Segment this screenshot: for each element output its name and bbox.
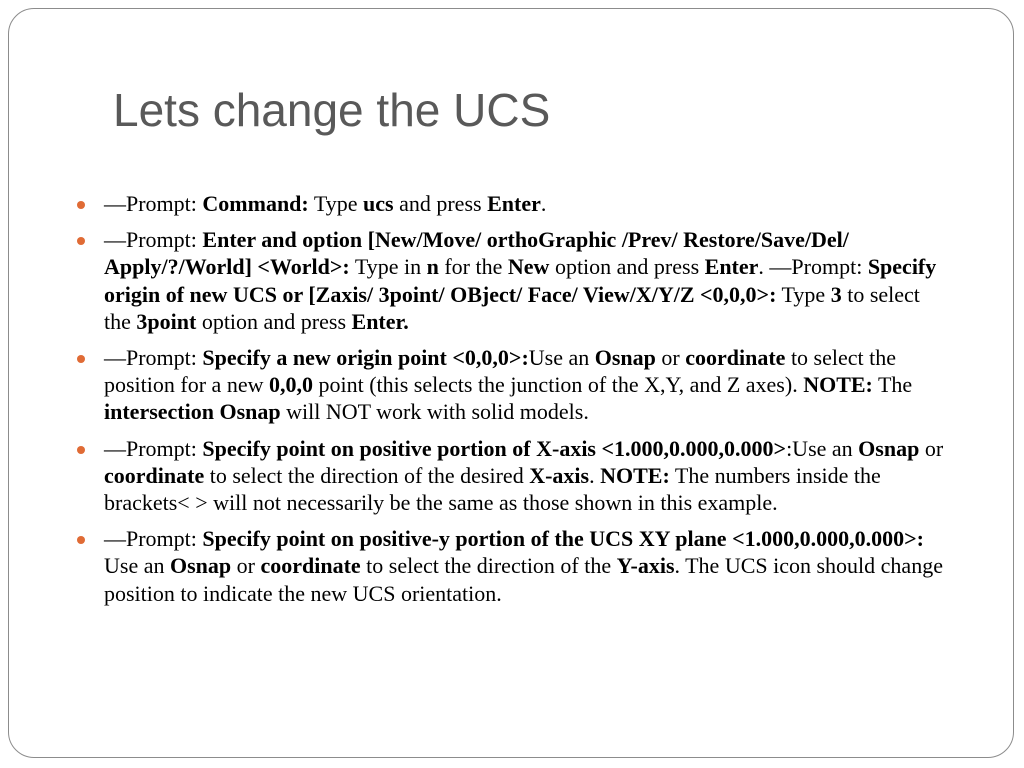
- body-text: option and press: [196, 308, 352, 334]
- bold-text: Osnap: [594, 345, 656, 371]
- bold-text: Osnap: [169, 553, 232, 579]
- bullet-list: [77, 190, 947, 616]
- bold-text: Enter: [704, 254, 759, 280]
- bold-text: NOTE:: [600, 462, 670, 488]
- bold-text: n: [426, 254, 439, 280]
- body-text: —Prompt:: [104, 345, 203, 371]
- bold-text: Command:: [202, 191, 309, 216]
- bold-text: 0,0,0: [268, 372, 313, 398]
- bold-text: coordinate: [104, 462, 205, 488]
- body-text: will NOT work with solid models.: [280, 399, 589, 425]
- bold-text: 3: [830, 281, 842, 307]
- body-text: Type in: [349, 254, 427, 280]
- body-text: for the: [438, 254, 508, 280]
- slide-title: Lets change the UCS: [113, 84, 551, 136]
- body-text: or: [919, 435, 944, 461]
- bullet-item: [77, 190, 947, 217]
- body-text: to select the: [104, 281, 920, 334]
- bold-text: Specify point on positive portion of X-axis <1.000,0.000,0.000>: [202, 435, 787, 461]
- bold-text: Specify point on positive-y portion of the UCS XY plane <1.000,0.000,0.000>:: [202, 526, 924, 552]
- body-text: —Prompt:: [104, 435, 203, 461]
- body-text: and press: [393, 191, 488, 216]
- bullet-dot-icon: [77, 446, 85, 454]
- bullet-dot-icon: [77, 201, 85, 209]
- bold-text: 3point: [136, 308, 197, 334]
- bullet-dot-icon: [77, 355, 85, 363]
- body-text: Use an: [528, 345, 595, 371]
- bold-text: ucs: [363, 191, 394, 216]
- bullet-item: [77, 226, 947, 335]
- bold-text: X-axis: [529, 462, 590, 488]
- body-text: to select the direction of the desired: [204, 462, 530, 488]
- bold-text: Enter: [487, 191, 541, 216]
- body-text: The numbers inside the brackets< > will not necessarily be the same as those shown in this example.: [104, 462, 881, 516]
- bold-text: Y-axis: [616, 553, 675, 579]
- bold-text: New: [507, 254, 550, 280]
- body-text: The: [872, 372, 913, 398]
- body-text: —Prompt:: [104, 191, 203, 216]
- body-text: .: [589, 462, 601, 488]
- body-text: Use an: [104, 553, 170, 579]
- body-text: —Prompt:: [104, 526, 203, 552]
- body-text: Type: [776, 281, 831, 307]
- bold-text: Enter.: [351, 308, 409, 334]
- bold-text: coordinate: [685, 345, 786, 371]
- body-text: or: [655, 345, 686, 371]
- bold-text: Specify origin of new UCS or [Zaxis/ 3point/ OBject/ Face/ View/X/Y/Z <0,0,0>:: [104, 254, 937, 307]
- bold-text: Enter and option [New/Move/ orthoGraphic /Prev/ Restore/Save/Del/ Apply/?/World] <World>:: [104, 227, 849, 280]
- body-text: to select the position for a new: [104, 345, 897, 398]
- body-text: point (this selects the junction of the X,Y, and Z axes).: [312, 372, 804, 398]
- body-text: option and press: [549, 254, 705, 280]
- body-text: .: [540, 191, 547, 216]
- body-text: :Use an: [786, 435, 859, 461]
- body-text: . The UCS icon should change position to indicate the new UCS orientation.: [104, 553, 943, 606]
- bold-text: intersection Osnap: [104, 399, 281, 425]
- bullet-item: [77, 435, 947, 517]
- body-text: . —Prompt:: [758, 254, 868, 280]
- body-text: or: [231, 553, 261, 579]
- bold-text: Osnap: [858, 435, 920, 461]
- bullet-dot-icon: [77, 237, 85, 245]
- bold-text: coordinate: [260, 553, 361, 579]
- bullet-item: [77, 525, 947, 607]
- body-text: to select the direction of the: [360, 553, 617, 579]
- body-text: —Prompt:: [104, 227, 203, 253]
- bold-text: NOTE:: [803, 372, 873, 398]
- body-text: Type: [308, 191, 364, 216]
- bullet-item: [77, 344, 947, 426]
- bold-text: Specify a new origin point <0,0,0>:: [202, 345, 529, 371]
- bullet-dot-icon: [77, 536, 85, 544]
